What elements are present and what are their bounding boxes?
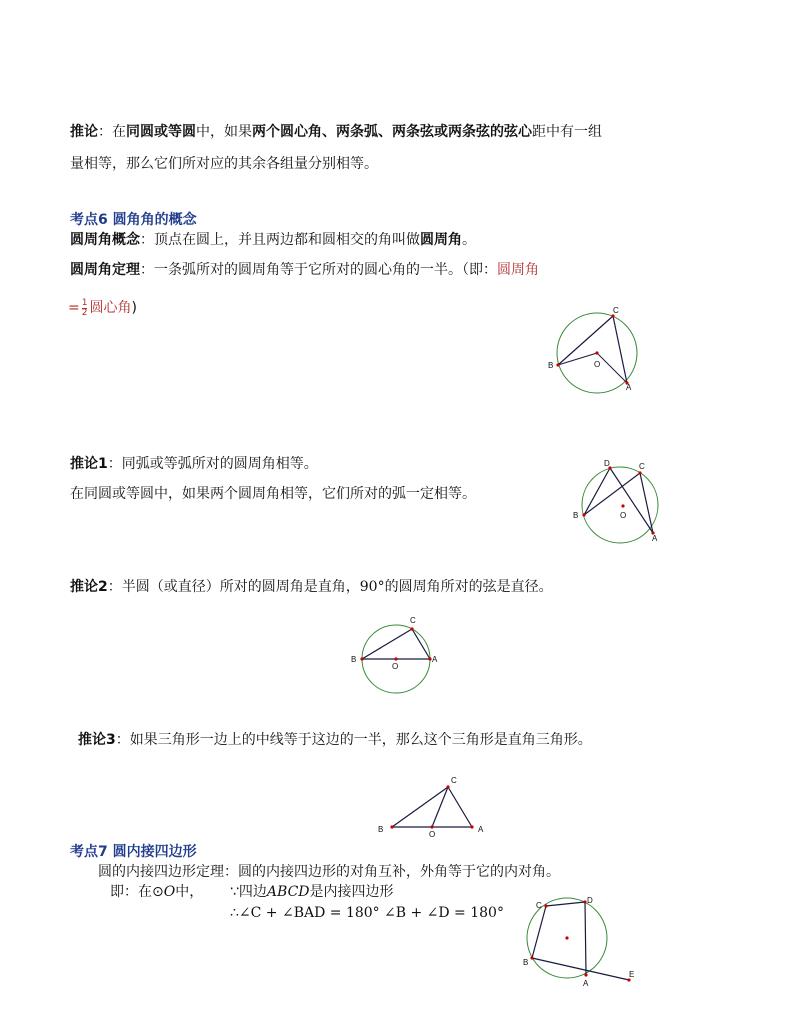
figure1-line-ca	[613, 316, 627, 383]
concept-label: 圆周角概念	[70, 232, 140, 248]
figure4-label-o: O	[429, 830, 436, 839]
corollary2-text-a: ：半圆（或直径）所对的圆周角是直角，	[107, 579, 360, 595]
figure1-label-b: B	[548, 361, 554, 370]
figure2-label-a: A	[652, 534, 658, 543]
figure5-label-b: B	[523, 958, 529, 967]
because-end: 是内接四边形	[309, 884, 394, 900]
theorem-label: 圆周角定理	[70, 262, 140, 278]
section7-heading: 考点7 圆内接四边形	[70, 844, 197, 860]
corollary-colon: ：在	[98, 124, 126, 140]
corollary-main-line1	[70, 122, 602, 142]
corollary1-line2: 在同圆或等圆中，如果两个圆周角相等，它们所对的弧一定相等。	[70, 486, 476, 502]
figure3-label-o: O	[392, 662, 399, 671]
figure5-point-a	[584, 973, 587, 976]
figure5-label-a: A	[583, 979, 589, 988]
section7-theorem: 圆的内接四边形定理：圆的内接四边形的对角互补，外角等于它的内对角。	[98, 864, 560, 880]
concept-text: ：顶点在圆上，并且两边都和圆相交的角叫做	[140, 232, 420, 248]
concept-bold: 圆周角	[420, 232, 462, 248]
figure1-line-oa	[597, 353, 627, 383]
figure3-label-b: B	[351, 655, 357, 664]
formula-den: 2	[81, 307, 88, 318]
figure5-point-c	[544, 904, 547, 907]
corollary3-text: ：如果三角形一边上的中线等于这边的一半，那么这个三角形是直角三角形。	[115, 732, 592, 748]
corollary1-line1	[70, 454, 318, 474]
corollary-label: 推论	[70, 124, 98, 140]
figure5-point-b	[530, 956, 533, 959]
section7-therefore1: ∴∠C + ∠BAD = 180°	[230, 905, 380, 921]
figure-inscribed-angle	[540, 305, 650, 395]
figure1-point-b	[556, 363, 559, 366]
figure-median-triangle	[370, 770, 495, 840]
theorem-text: ：一条弧所对的圆周角等于它所对的圆心角的一半。（即：	[140, 262, 497, 278]
figure2-label-b: B	[573, 511, 579, 520]
corollary1-text: ：同弧或等弧所对的圆周角相等。	[107, 456, 318, 472]
abcd-name: ABCD	[266, 884, 310, 900]
corollary2-line	[70, 577, 553, 597]
formula-eq: =	[68, 300, 80, 316]
formula-num: 1	[81, 297, 88, 308]
figure5-line-cd	[546, 902, 585, 906]
figure3-line-bc	[362, 629, 412, 659]
figure5-point-o	[565, 936, 568, 939]
section7-because	[230, 882, 394, 902]
figure2-label-o: O	[620, 511, 627, 520]
formula-close: )	[131, 300, 137, 316]
figure3-label-c: C	[410, 616, 416, 625]
corollary-main-line2: 量相等，那么它们所对应的其余各组量分别相等。	[70, 156, 378, 172]
corollary3-label: 推论3	[78, 732, 116, 748]
corollary2-deg: 90°	[359, 579, 385, 595]
figure-equal-inscribed-angles	[570, 460, 670, 544]
section7-therefore2: ∠B + ∠D = 180°	[384, 905, 504, 921]
figure5-label-e: E	[629, 970, 635, 979]
circle-o-name: O	[163, 884, 176, 900]
figure5-line-da	[585, 902, 586, 975]
figure4-point-o	[430, 825, 433, 828]
figure1-label-a: A	[626, 383, 632, 392]
figure5-label-c: C	[536, 901, 542, 910]
that-is-label: 即：在⊙	[110, 884, 164, 900]
formula-fraction	[82, 299, 88, 318]
figure4-line-ca	[448, 787, 472, 827]
corollary-bold1: 同圆或等圆	[126, 124, 196, 140]
figure2-label-d: D	[604, 459, 610, 468]
section7-that-is	[110, 882, 203, 902]
corollary-mid1: 中，如果	[196, 124, 252, 140]
figure4-point-a	[470, 825, 473, 828]
figure4-point-c	[446, 785, 449, 788]
section6-concept	[70, 230, 476, 250]
formula-red: 圆心角	[89, 300, 132, 316]
figure5-label-d: D	[587, 896, 593, 905]
theorem-red: 圆周角	[497, 262, 539, 278]
concept-end: 。	[462, 232, 476, 248]
figure4-label-b: B	[378, 825, 384, 834]
figure-cyclic-quadrilateral	[515, 890, 650, 990]
figure3-point-b	[360, 657, 363, 660]
figure4-point-b	[390, 825, 393, 828]
figure2-label-c: C	[639, 462, 645, 471]
figure1-line-bc	[558, 316, 613, 365]
figure-semicircle	[345, 612, 445, 694]
corollary2-label: 推论2	[70, 579, 108, 595]
theorem-formula	[68, 298, 137, 318]
figure1-label-o: O	[594, 360, 601, 369]
figure2-point-c	[638, 471, 641, 474]
figure2-point-o	[621, 504, 624, 507]
corollary-bold2: 两个圆心角、两条弧、两条弦或两条弦的弦心	[252, 124, 532, 140]
because-text: ∵四边	[230, 884, 267, 900]
figure5-line-cb	[532, 906, 546, 958]
figure5-line-be	[532, 958, 629, 980]
figure4-label-c: C	[451, 776, 457, 785]
that-is-in: 中，	[175, 884, 204, 900]
figure4-label-a: A	[478, 825, 484, 834]
figure3-line-ca	[412, 629, 430, 659]
corollary2-text-b: 的圆周角所对的弦是直径。	[384, 579, 553, 595]
corollary-mid2: 距中有一组	[532, 124, 602, 140]
figure1-label-c: C	[613, 306, 619, 315]
corollary1-label: 推论1	[70, 456, 108, 472]
figure3-label-a: A	[432, 655, 438, 664]
figure1-point-o	[595, 351, 598, 354]
corollary3-line	[78, 730, 592, 750]
figure3-point-o	[394, 657, 397, 660]
section6-theorem	[70, 260, 539, 280]
figure3-point-c	[410, 627, 413, 630]
section6-heading: 考点6 圆角角的概念	[70, 212, 197, 228]
figure2-point-b	[582, 513, 585, 516]
